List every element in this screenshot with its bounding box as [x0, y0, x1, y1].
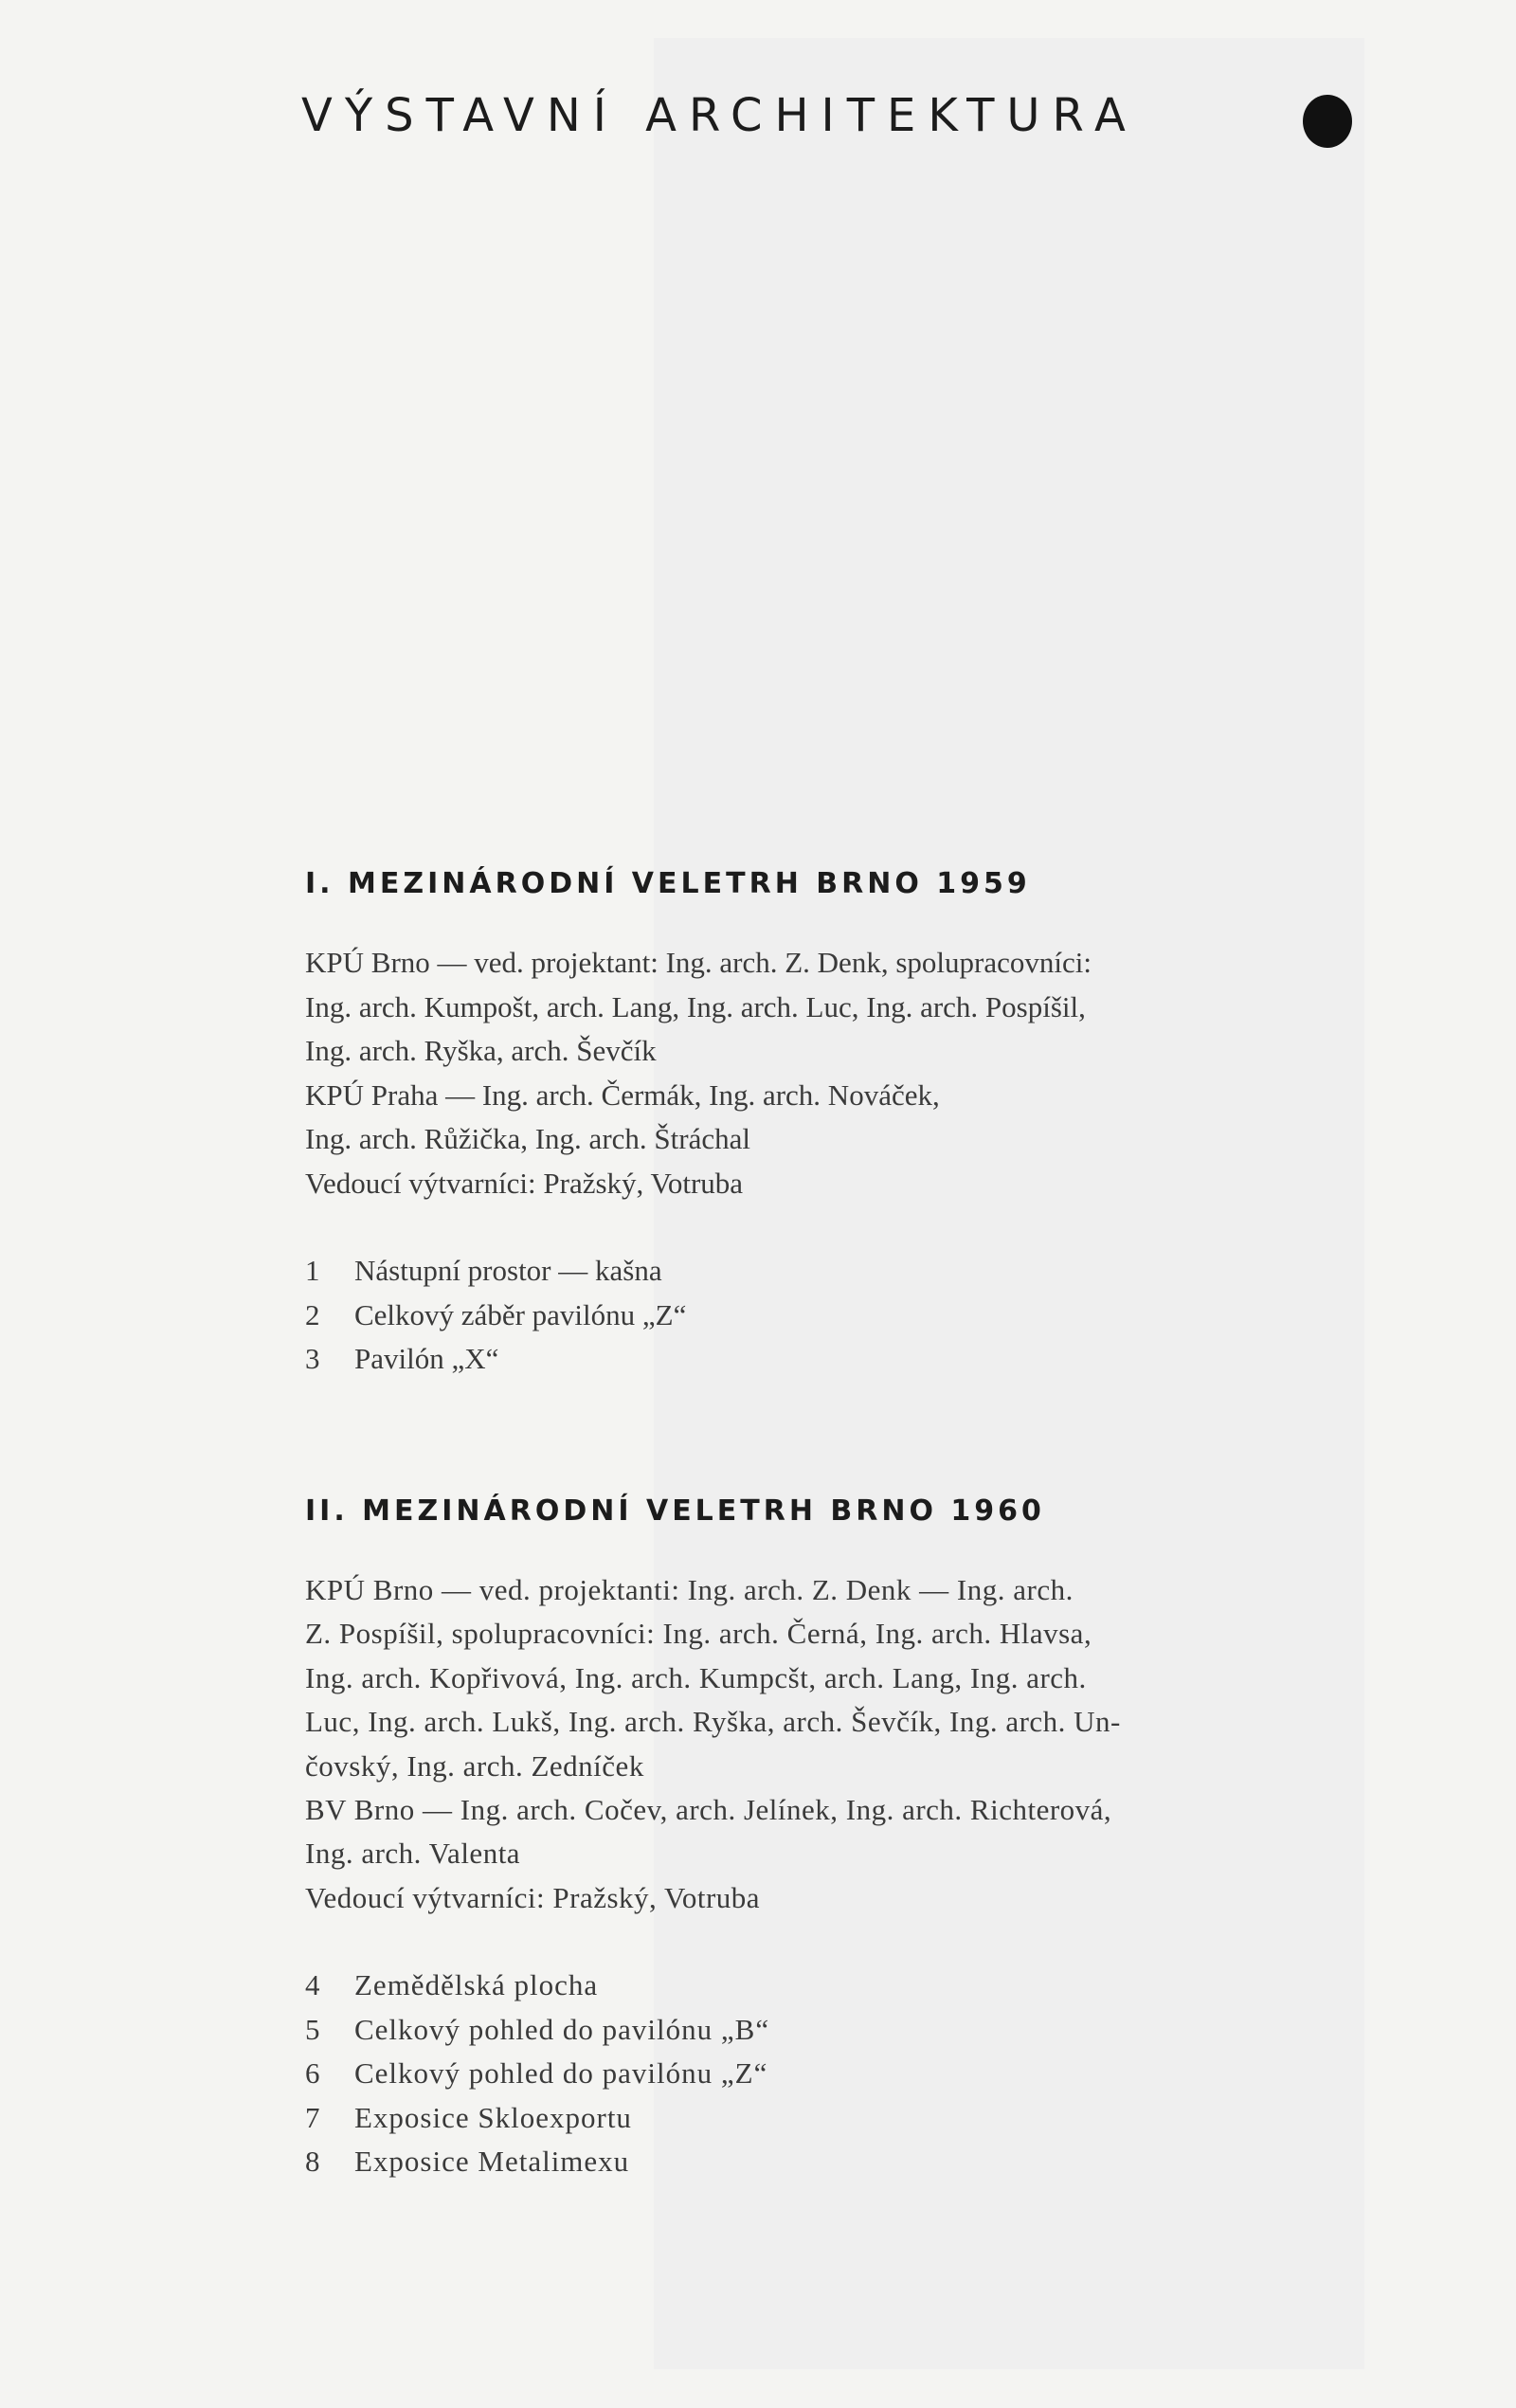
credit-line: Ing. arch. Ryška, arch. Ševčík [305, 1034, 657, 1067]
figure-item [305, 2096, 1366, 2141]
figure-item [305, 1964, 1366, 2008]
credit-line: Vedoucí výtvarníci: Pražský, Votruba [305, 1166, 744, 1200]
credit-line: Z. Pospíšil, spolupracovníci: Ing. arch. Černá, Ing. arch. Hlavsa, [305, 1617, 1092, 1651]
figure-item [305, 2008, 1366, 2053]
figure-caption: Nástupní prostor — kašna [354, 1254, 662, 1287]
figure-number: 1 [305, 1254, 320, 1287]
figure-number: 6 [305, 2056, 321, 2091]
figure-number: 2 [305, 1297, 320, 1331]
section-heading: II. MEZINÁRODNÍ VELETRH BRNO 1960 [305, 1494, 1045, 1528]
figure-caption: Exposice Skloexportu [354, 2100, 632, 2134]
figure-item [305, 1249, 1366, 1294]
figure-item [305, 1294, 1366, 1338]
credit-line: čovský, Ing. arch. Zedníček [305, 1748, 644, 1783]
credit-line: KPÚ Praha — Ing. arch. Čermák, Ing. arch. Nováček, [305, 1077, 940, 1112]
credit-line: BV Brno — Ing. arch. Cočev, arch. Jelínek, Ing. arch. Richterová, [305, 1793, 1112, 1827]
figure-item [305, 1337, 1366, 1382]
figure-caption: Celkový záběr pavilónu „Z“ [354, 1297, 687, 1331]
black-dot-marker [1303, 95, 1352, 148]
credit-line: Ing. arch. Růžička, Ing. arch. Štráchal [305, 1122, 750, 1155]
figure-number: 8 [305, 2145, 321, 2179]
credit-line: Luc, Ing. arch. Lukš, Ing. arch. Ryška, arch. Ševčík, Ing. arch. Un- [305, 1705, 1121, 1739]
section-heading: I. MEZINÁRODNÍ VELETRH BRNO 1959 [305, 867, 1031, 900]
page-title: VÝSTAVNÍ ARCHITEKTURA [301, 89, 1138, 142]
figure-item [305, 2052, 1366, 2096]
credits-list [305, 941, 1366, 1205]
section-veletrh-1960 [305, 1493, 1366, 2184]
figure-item [305, 2140, 1366, 2184]
credit-line: KPÚ Brno — ved. projektanti: Ing. arch. Z. Denk — Ing. arch. [305, 1573, 1074, 1606]
credits-list [305, 1568, 1366, 1920]
credit-line: Ing. arch. Kopřivová, Ing. arch. Kumpcšt, arch. Lang, Ing. arch. [305, 1660, 1087, 1694]
figure-caption: Celkový pohled do pavilónu „Z“ [354, 2056, 768, 2091]
credit-line: Ing. arch. Valenta [305, 1837, 521, 1871]
credit-line: Vedoucí výtvarníci: Pražský, Votruba [305, 1880, 761, 1914]
figure-list [305, 1964, 1366, 2184]
figure-number: 4 [305, 1968, 321, 2002]
figure-list [305, 1249, 1366, 1382]
figure-caption: Celkový pohled do pavilónu „B“ [354, 2012, 770, 2046]
figure-caption: Zemědělská plocha [354, 1968, 599, 2002]
figure-caption: Exposice Metalimexu [354, 2145, 630, 2179]
figure-number: 5 [305, 2012, 321, 2046]
figure-number: 3 [305, 1342, 320, 1375]
figure-number: 7 [305, 2100, 321, 2134]
credit-line: Ing. arch. Kumpošt, arch. Lang, Ing. arch. Luc, Ing. arch. Pospíšil, [305, 989, 1086, 1023]
section-veletrh-1959 [305, 865, 1366, 1382]
figure-caption: Pavilón „X“ [354, 1342, 499, 1375]
credit-line: KPÚ Brno — ved. projektant: Ing. arch. Z. Denk, spolupracovníci: [305, 946, 1092, 979]
